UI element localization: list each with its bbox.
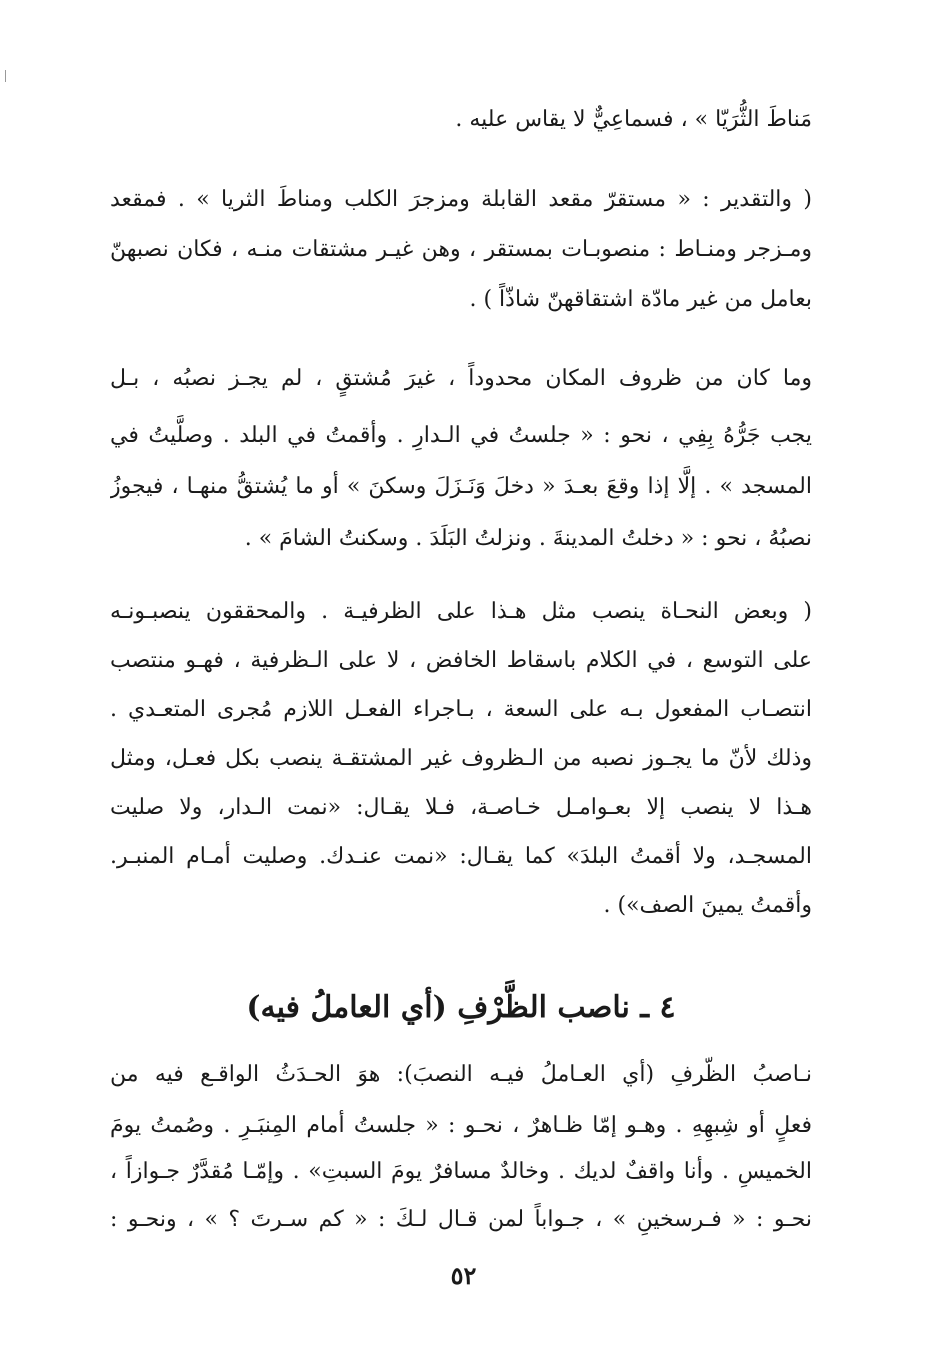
paragraph-line: مَناطَ الثُّرَيّا » ، فسماعِيٌّ لا يقاس عليه . [455,107,812,132]
paragraph-line: ومـزجر ومنـاط : منصوبـات بمستقر ، وهن غيـر مشتقات منـه ، فكان نصبهنّ [110,237,812,262]
paragraph-line: يجب جَرُّهُ بِفِي ، نحو : « جلستُ في الـدارِ . وأقمتُ في البلد . وصلَّيتُ في [110,423,812,448]
paragraph-line: وما كان من ظروف المكان محدوداً ، غيرَ مُشتقٍ ، لم يجـز نصبُه ، بـل [110,366,812,391]
paragraph-line: المسجد » . إلَّا إذا وقعَ بعـدَ « دخلَ وَنَـزَلَ وسكنَ » أو ما يُشتقُّ منهـا ، فيجوزُ [110,474,812,499]
paragraph-line: نحـو : « فـرسخينِ » ، جـواباً لمن قـال لـكَ : « كم سـرتَ ؟ » ، ونحـو : [110,1207,812,1232]
paragraph-line: ( وبعض النحـاة ينصب مثل هـذا على الظرفيـة . والمحققون ينصبـونـه [110,599,812,624]
paragraph-line: الخميسِ . وأنا واقفٌ لديك . وخالدٌ مسافرٌ يومَ السبتِ» . وإمّـا مُقدَّرٌ جـوازاً ، [110,1159,812,1184]
paragraph-line: على التوسع ، في الكلام باسقاط الخافض ، لا على الـظرفية ، فهـو منتصب [110,648,812,673]
paragraph-line: المسجـد، ولا أقمتُ البلدَ» كما يقـال: «نمت عنـدك. وصليت أمـام المنبـر. [110,844,812,869]
section-heading: ٤ ـ ناصب الظَّرْفِ (أي العاملُ فيه) [246,990,676,1025]
paragraph-line: بعامل من غير مادّة اشتقاقهنّ شاذّاً ) . [469,287,812,312]
scan-margin-mark [5,70,6,82]
paragraph-line: هـذا لا ينصب إلا بعـوامـل خـاصـة، فـلا يقـال: «نمت الـدار، ولا صليت [110,795,812,820]
page-number: ٥٢ [450,1261,477,1290]
paragraph-line: فعلٍ أو شِبهِهِ . وهـو إمّا ظـاهرٌ ، نحـو : « جلستُ أمام المِنبَـرِ . وصُمتُ يومَ [110,1113,812,1138]
paragraph-line: وأقمتُ يمينَ الصف») . [603,893,812,918]
paragraph-line: ( والتقدير : « مستقرّ مقعد القابلة ومزجرَ الكلب ومناطَ الثريا » . فمقعد [110,187,812,212]
paragraph-line: وذلك لأنّ ما يجـوز نصبه من الـظروف غير المشتقـة ينصب بكل فعـل، ومثل [110,746,812,771]
paragraph-line: انتصـاب المفعول بـه على السعة ، بـاجراء الفعـل اللازم مُجرى المتعـدي . [110,697,812,722]
paragraph-line: نصبُهُ ، نحو : « دخلتُ المدينةَ . ونزلتُ البَلَدَ . وسكنتُ الشامَ » . [244,526,812,551]
paragraph-line: نـاصبُ الظّرفِ (أي العـاملُ فيـه النصبَ): هوَ الحـدَثُ الواقـع فيه من [110,1062,812,1087]
